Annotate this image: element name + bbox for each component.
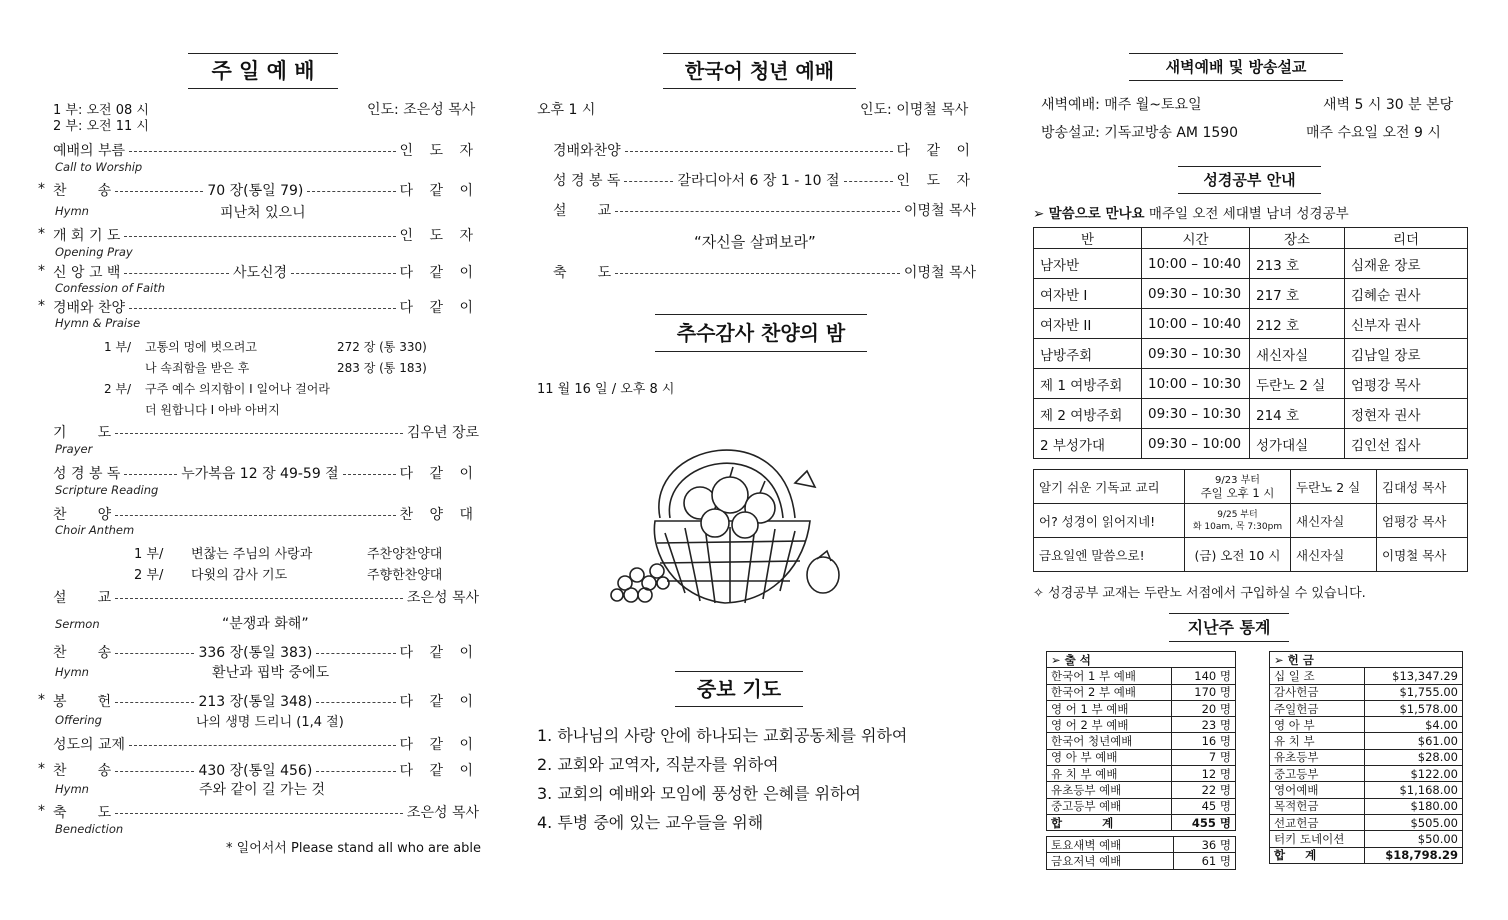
study-row — [1034, 399, 1468, 429]
cell: 새신자실 — [1291, 504, 1377, 538]
order-row-benediction — [53, 802, 479, 822]
attendance-row — [1047, 766, 1236, 782]
offering-title: 헌 금 — [1287, 652, 1314, 667]
cell: $28.00 — [1365, 749, 1463, 765]
offering-row — [1270, 766, 1463, 782]
cell: 주일헌금 — [1270, 700, 1365, 716]
order-right: 다 같 이 — [399, 300, 479, 316]
order-label: 예배의 부름 — [53, 143, 126, 159]
cell: 유 치 부 예배 — [1047, 766, 1172, 782]
cell: 한국어 청년예배 — [1047, 733, 1172, 749]
cell: 합 계 — [1047, 814, 1172, 830]
order-en: Offering — [55, 713, 102, 727]
cell: 2 부성가대 — [1034, 429, 1142, 459]
offering-row — [1270, 668, 1463, 684]
stand-note: * 일어서서 Please stand all who are able — [226, 841, 482, 856]
broadcast-label: 방송설교: 기독교방송 AM 1590 — [1041, 125, 1239, 141]
cell: $50.00 — [1365, 831, 1463, 847]
cell: 20 명 — [1171, 700, 1235, 716]
youth-row-sermon — [553, 200, 976, 220]
attendance-row — [1047, 837, 1236, 853]
cell: 엄평강 목사 — [1345, 369, 1468, 399]
cell: 선교헌금 — [1270, 814, 1365, 830]
special-study-row — [1034, 538, 1468, 572]
offering-total-row — [1270, 847, 1463, 863]
order-label: 봉 헌 — [53, 694, 112, 710]
cell: 여자반 I — [1034, 279, 1142, 309]
order-en: Choir Anthem — [55, 523, 135, 537]
cell: $13,347.29 — [1365, 668, 1463, 684]
choir-by: 주향한찬양대 — [367, 568, 443, 583]
order-right: 인 도 자 — [399, 143, 479, 159]
order-right: 다 같 이 — [896, 143, 976, 159]
attendance-table — [1046, 651, 1236, 831]
order-row-praise — [53, 297, 479, 317]
order-row-fellowship — [53, 734, 479, 754]
special-study-row — [1034, 470, 1468, 504]
prayer-item: 4. 투병 중에 있는 교우들을 위해 — [537, 813, 764, 832]
attendance-row — [1047, 668, 1236, 684]
col-header: 장소 — [1250, 228, 1345, 249]
prayer-item: 1. 하나님의 사랑 안에 하나되는 교회공동체를 위하여 — [537, 726, 908, 745]
cell: 09:30 – 10:00 — [1142, 429, 1250, 459]
cell: 23 명 — [1171, 717, 1235, 733]
order-sub: 주와 같이 길 가는 것 — [199, 782, 325, 798]
cell: 새신자실 — [1250, 339, 1345, 369]
order-en: Prayer — [55, 442, 93, 456]
praise-num: 283 장 (통 183) — [337, 361, 427, 375]
choir-song: 다윗의 감사 기도 — [191, 568, 288, 583]
praise-song: 고통의 멍에 벗으려고 — [145, 340, 257, 354]
cell: 이명철 목사 — [1377, 538, 1468, 572]
order-en: Opening Pray — [55, 245, 133, 259]
study-intro-text: 매주일 오전 세대별 남녀 성경공부 — [1148, 206, 1349, 222]
stand-mark: * — [38, 761, 45, 777]
youth-row-benediction — [553, 262, 976, 282]
study-table — [1033, 227, 1468, 459]
stand-mark: * — [38, 181, 45, 197]
attendance-extra-table — [1046, 836, 1236, 870]
order-mid: 213 장(통일 348) — [198, 694, 313, 710]
cell: 김혜순 권사 — [1345, 279, 1468, 309]
study-row — [1034, 309, 1468, 339]
attendance-row — [1047, 684, 1236, 700]
time-line: 주일 오후 1 시 — [1200, 485, 1275, 500]
attendance-total-row — [1047, 814, 1236, 830]
praise-num: 272 장 (통 330) — [337, 340, 427, 354]
study-intro-bold: 말씀으로 만나요 — [1048, 206, 1145, 222]
order-label: 성 경 봉 독 — [553, 173, 621, 189]
order-row-hymn-3 — [53, 760, 479, 780]
youth-sermon-title: “자신을 살펴보라” — [694, 233, 816, 251]
cell: 심재윤 장로 — [1345, 249, 1468, 279]
order-label: 찬 송 — [53, 763, 112, 779]
cell: 09:30 – 10:30 — [1142, 399, 1250, 429]
order-right: 인 도 자 — [896, 173, 976, 189]
cell: 영 어 2 부 예배 — [1047, 717, 1172, 733]
cell: 금요저녁 예배 — [1047, 853, 1174, 869]
cell: 한국어 2 부 예배 — [1047, 684, 1172, 700]
cell: $18,798.29 — [1365, 847, 1463, 863]
special-study-table — [1033, 469, 1468, 572]
order-right: 다 같 이 — [399, 466, 480, 482]
dawn-value: 새벽 5 시 30 분 본당 — [1323, 97, 1454, 113]
praise-song: 더 원합니다 I 아바 아버지 — [145, 403, 280, 417]
order-right: 다 같 이 — [399, 763, 479, 779]
cell: 중고등부 예배 — [1047, 798, 1172, 814]
order-row-sermon — [53, 587, 479, 607]
cell: 한국어 1 부 예배 — [1047, 668, 1172, 684]
cell: 12 명 — [1171, 766, 1235, 782]
study-intro — [1033, 202, 1349, 222]
choir-part: 2 부/ — [134, 568, 164, 583]
prayer-item: 3. 교회의 예배와 모임에 풍성한 은혜를 위하여 — [537, 784, 861, 803]
cell: 목적헌금 — [1270, 798, 1365, 814]
order-en: Hymn — [55, 782, 89, 796]
cell: 45 명 — [1171, 798, 1235, 814]
order-label: 찬 양 — [53, 507, 112, 523]
order-en: Hymn — [55, 204, 89, 218]
attendance-header — [1047, 652, 1236, 668]
cell: 7 명 — [1171, 749, 1235, 765]
order-mid: 갈라디아서 6 장 1 - 10 절 — [677, 173, 840, 189]
service-time-2: 2 부: 오전 11 시 — [53, 119, 149, 134]
order-en: Confession of Faith — [55, 281, 166, 295]
cell: $1,168.00 — [1365, 782, 1463, 798]
cell: 61 명 — [1174, 853, 1236, 869]
order-right: 찬 양 대 — [399, 507, 479, 523]
time-line: 9/25 부터 — [1217, 509, 1258, 520]
stand-mark: * — [38, 263, 45, 279]
order-right: 다 같 이 — [399, 265, 480, 281]
offering-row — [1270, 782, 1463, 798]
order-label: 축 도 — [553, 265, 612, 281]
cell: 두란노 2 실 — [1291, 470, 1377, 504]
offering-row — [1270, 733, 1463, 749]
order-right: 인 도 자 — [399, 228, 479, 244]
fruit-basket-illustration — [605, 423, 845, 613]
cell: 36 명 — [1174, 837, 1236, 853]
order-en: Benediction — [55, 822, 124, 836]
praise-song: 구주 예수 의지함이 I 일어나 걸어라 — [145, 382, 330, 396]
cell: 유 치 부 — [1270, 733, 1365, 749]
order-row-hymn-1 — [53, 180, 479, 200]
order-right: 이명철 목사 — [903, 203, 976, 219]
cell: 10:00 – 10:30 — [1142, 369, 1250, 399]
thanksgiving-title: 추수감사 찬양의 밤 — [655, 314, 867, 352]
cell: 정현자 권사 — [1345, 399, 1468, 429]
order-label: 성도의 교제 — [53, 737, 126, 753]
stand-mark: * — [38, 803, 45, 819]
cell: 남자반 — [1034, 249, 1142, 279]
cell: 제 2 여방주회 — [1034, 399, 1142, 429]
youth-service-title: 한국어 청년 예배 — [663, 53, 856, 89]
offering-header — [1270, 652, 1463, 668]
cell: 09:30 – 10:30 — [1142, 279, 1250, 309]
attendance-row — [1047, 798, 1236, 814]
offering-row — [1270, 684, 1463, 700]
order-label: 설 교 — [53, 590, 112, 606]
order-right: 이명철 목사 — [903, 265, 976, 281]
praise-part: 2 부/ — [104, 382, 132, 396]
study-note — [1033, 582, 1366, 601]
offering-row — [1270, 814, 1463, 830]
cell: 토요새벽 예배 — [1047, 837, 1174, 853]
cell: 유초등부 — [1270, 749, 1365, 765]
cell: 22 명 — [1171, 782, 1235, 798]
order-right: 다 같 이 — [399, 737, 479, 753]
arrow-icon: ➢ — [1051, 652, 1065, 667]
offering-row — [1270, 717, 1463, 733]
stand-mark: * — [38, 298, 45, 314]
order-sub: 환난과 핍박 중에도 — [212, 665, 330, 681]
cell: 금요일엔 말씀으로! — [1034, 538, 1185, 572]
cell: 중고등부 — [1270, 766, 1365, 782]
order-row-hymn-2 — [53, 642, 479, 662]
arrow-icon: ➢ — [1033, 206, 1049, 222]
order-row-opening-prayer — [53, 225, 479, 245]
youth-leader: 인도: 이명철 목사 — [860, 102, 969, 118]
attendance-row — [1047, 782, 1236, 798]
order-mid: 336 장(통일 383) — [198, 645, 313, 661]
intercession-title: 중보 기도 — [675, 671, 803, 707]
col-header: 시간 — [1142, 228, 1250, 249]
cell: 터키 도네이션 — [1270, 831, 1365, 847]
order-row-scripture — [53, 463, 479, 483]
cell: 214 호 — [1250, 399, 1345, 429]
study-title: 성경공부 안내 — [1178, 166, 1321, 194]
time-line: 화 10am, 목 7:30pm — [1192, 521, 1283, 532]
cell-time — [1185, 504, 1291, 538]
order-right: 김우년 장로 — [406, 425, 479, 441]
study-row — [1034, 249, 1468, 279]
cell: 제 1 여방주회 — [1034, 369, 1142, 399]
cell: 455 명 — [1171, 814, 1235, 830]
order-mid: 사도신경 — [232, 265, 288, 281]
cell: $1,578.00 — [1365, 700, 1463, 716]
cell: 성가대실 — [1250, 429, 1345, 459]
order-right: 조은성 목사 — [406, 590, 479, 606]
order-row-prayer — [53, 422, 479, 442]
order-right: 다 같 이 — [399, 183, 479, 199]
cell: $122.00 — [1365, 766, 1463, 782]
col-header: 리더 — [1345, 228, 1468, 249]
order-label: 개 회 기 도 — [53, 228, 121, 244]
attendance-row — [1047, 733, 1236, 749]
cell: (금) 오전 10 시 — [1185, 538, 1291, 572]
cell: 영 아 부 예배 — [1047, 749, 1172, 765]
special-study-row — [1034, 504, 1468, 538]
order-mid: 430 장(통일 456) — [198, 763, 313, 779]
order-sub: 나의 생명 드리니 (1,4 절) — [196, 715, 344, 730]
cell: $505.00 — [1365, 814, 1463, 830]
cell: 217 호 — [1250, 279, 1345, 309]
order-en: Call to Worship — [55, 160, 143, 174]
sunday-leader: 인도: 조은성 목사 — [367, 102, 476, 118]
study-row — [1034, 279, 1468, 309]
cell: 신부자 권사 — [1345, 309, 1468, 339]
arrow-icon: ➢ — [1274, 652, 1288, 667]
cell: 김대성 목사 — [1377, 470, 1468, 504]
offering-row — [1270, 700, 1463, 716]
stand-mark: * — [38, 692, 45, 708]
broadcast-value: 매주 수요일 오전 9 시 — [1306, 125, 1441, 141]
order-label: 찬 송 — [53, 183, 112, 199]
order-row-confession — [53, 262, 479, 282]
study-note-text: 성경공부 교재는 두란노 서점에서 구입하실 수 있습니다. — [1048, 586, 1366, 601]
cell: 유초등부 예배 — [1047, 782, 1172, 798]
order-label: 찬 송 — [53, 645, 112, 661]
offering-table — [1269, 651, 1463, 864]
order-sub: 피난처 있으니 — [220, 205, 306, 221]
cell: 엄평강 목사 — [1377, 504, 1468, 538]
cell: 영어예배 — [1270, 782, 1365, 798]
study-row — [1034, 339, 1468, 369]
cell: 16 명 — [1171, 733, 1235, 749]
order-row-offering — [53, 691, 479, 711]
choir-by: 주찬양찬양대 — [367, 547, 443, 562]
cell: 알기 쉬운 기독교 교리 — [1034, 470, 1185, 504]
cell: 10:00 – 10:40 — [1142, 309, 1250, 339]
attendance-row — [1047, 853, 1236, 869]
order-label: 성 경 봉 독 — [53, 466, 121, 482]
cell: $180.00 — [1365, 798, 1463, 814]
order-label: 설 교 — [553, 203, 612, 219]
cell: 두란노 2 실 — [1250, 369, 1345, 399]
attendance-row — [1047, 700, 1236, 716]
praise-song: 나 속죄함을 받은 후 — [145, 361, 250, 375]
study-header-row — [1034, 228, 1468, 249]
offering-row — [1270, 798, 1463, 814]
order-label: 기 도 — [53, 425, 112, 441]
study-row — [1034, 429, 1468, 459]
diamond-icon: ✧ — [1033, 586, 1049, 601]
cell: 10:00 – 10:40 — [1142, 249, 1250, 279]
cell: $4.00 — [1365, 717, 1463, 733]
youth-time: 오후 1 시 — [537, 102, 596, 118]
order-right: 다 같 이 — [399, 694, 479, 710]
order-label: 경배와 찬양 — [53, 300, 126, 316]
sunday-service-title: 주 일 예 배 — [188, 53, 338, 89]
cell: 09:30 – 10:30 — [1142, 339, 1250, 369]
cell: 남방주회 — [1034, 339, 1142, 369]
choir-song: 변찮는 주님의 사랑과 — [191, 547, 313, 562]
order-en: Hymn — [55, 665, 89, 679]
attendance-row — [1047, 717, 1236, 733]
dawn-title: 새벽예배 및 방송설교 — [1129, 53, 1343, 81]
order-mid: 70 장(통일 79) — [207, 183, 304, 199]
order-row-choir — [53, 504, 479, 524]
order-right: 다 같 이 — [399, 645, 479, 661]
dawn-label: 새벽예배: 매주 월~토요일 — [1041, 97, 1202, 113]
cell: 합 계 — [1270, 847, 1365, 863]
youth-row-scripture — [553, 170, 976, 190]
cell: $61.00 — [1365, 733, 1463, 749]
praise-part: 1 부/ — [104, 340, 132, 354]
cell: 김남일 장로 — [1345, 339, 1468, 369]
stand-mark: * — [38, 226, 45, 242]
choir-part: 1 부/ — [134, 547, 164, 562]
cell: 213 호 — [1250, 249, 1345, 279]
attendance-row — [1047, 749, 1236, 765]
service-time-1: 1 부: 오전 08 시 — [53, 103, 149, 118]
study-row — [1034, 369, 1468, 399]
cell: 영 아 부 — [1270, 717, 1365, 733]
cell: 어? 성경이 읽어지네! — [1034, 504, 1185, 538]
order-right: 조은성 목사 — [406, 805, 479, 821]
cell: 김인선 집사 — [1345, 429, 1468, 459]
prayer-item: 2. 교회와 교역자, 직분자를 위하여 — [537, 755, 779, 774]
order-en: Sermon — [55, 617, 100, 631]
offering-row — [1270, 749, 1463, 765]
order-en: Scripture Reading — [55, 483, 159, 497]
cell: 170 명 — [1171, 684, 1235, 700]
offering-row — [1270, 831, 1463, 847]
col-header: 반 — [1034, 228, 1142, 249]
order-label: 축 도 — [53, 805, 112, 821]
cell: 여자반 II — [1034, 309, 1142, 339]
cell: 140 명 — [1171, 668, 1235, 684]
order-label: 신 앙 고 백 — [53, 265, 121, 281]
cell: 영 어 1 부 예배 — [1047, 700, 1172, 716]
attendance-title: 출 석 — [1064, 652, 1091, 667]
order-mid: 누가복음 12 장 49-59 절 — [181, 466, 339, 482]
order-label: 경배와찬양 — [553, 143, 621, 159]
stats-title: 지난주 통계 — [1169, 613, 1289, 642]
cell: 감사헌금 — [1270, 684, 1365, 700]
order-en: Hymn & Praise — [55, 316, 141, 330]
cell: 십 일 조 — [1270, 668, 1365, 684]
thanksgiving-date: 11 월 16 일 / 오후 8 시 — [537, 382, 675, 397]
cell: 212 호 — [1250, 309, 1345, 339]
youth-row-praise — [553, 140, 976, 160]
order-row-call — [53, 140, 479, 160]
cell: 새신자실 — [1291, 538, 1377, 572]
cell-time — [1185, 470, 1291, 504]
time-line: 9/23 부터 — [1215, 474, 1260, 486]
cell: $1,755.00 — [1365, 684, 1463, 700]
sermon-title: “분쟁과 화해” — [222, 616, 309, 632]
